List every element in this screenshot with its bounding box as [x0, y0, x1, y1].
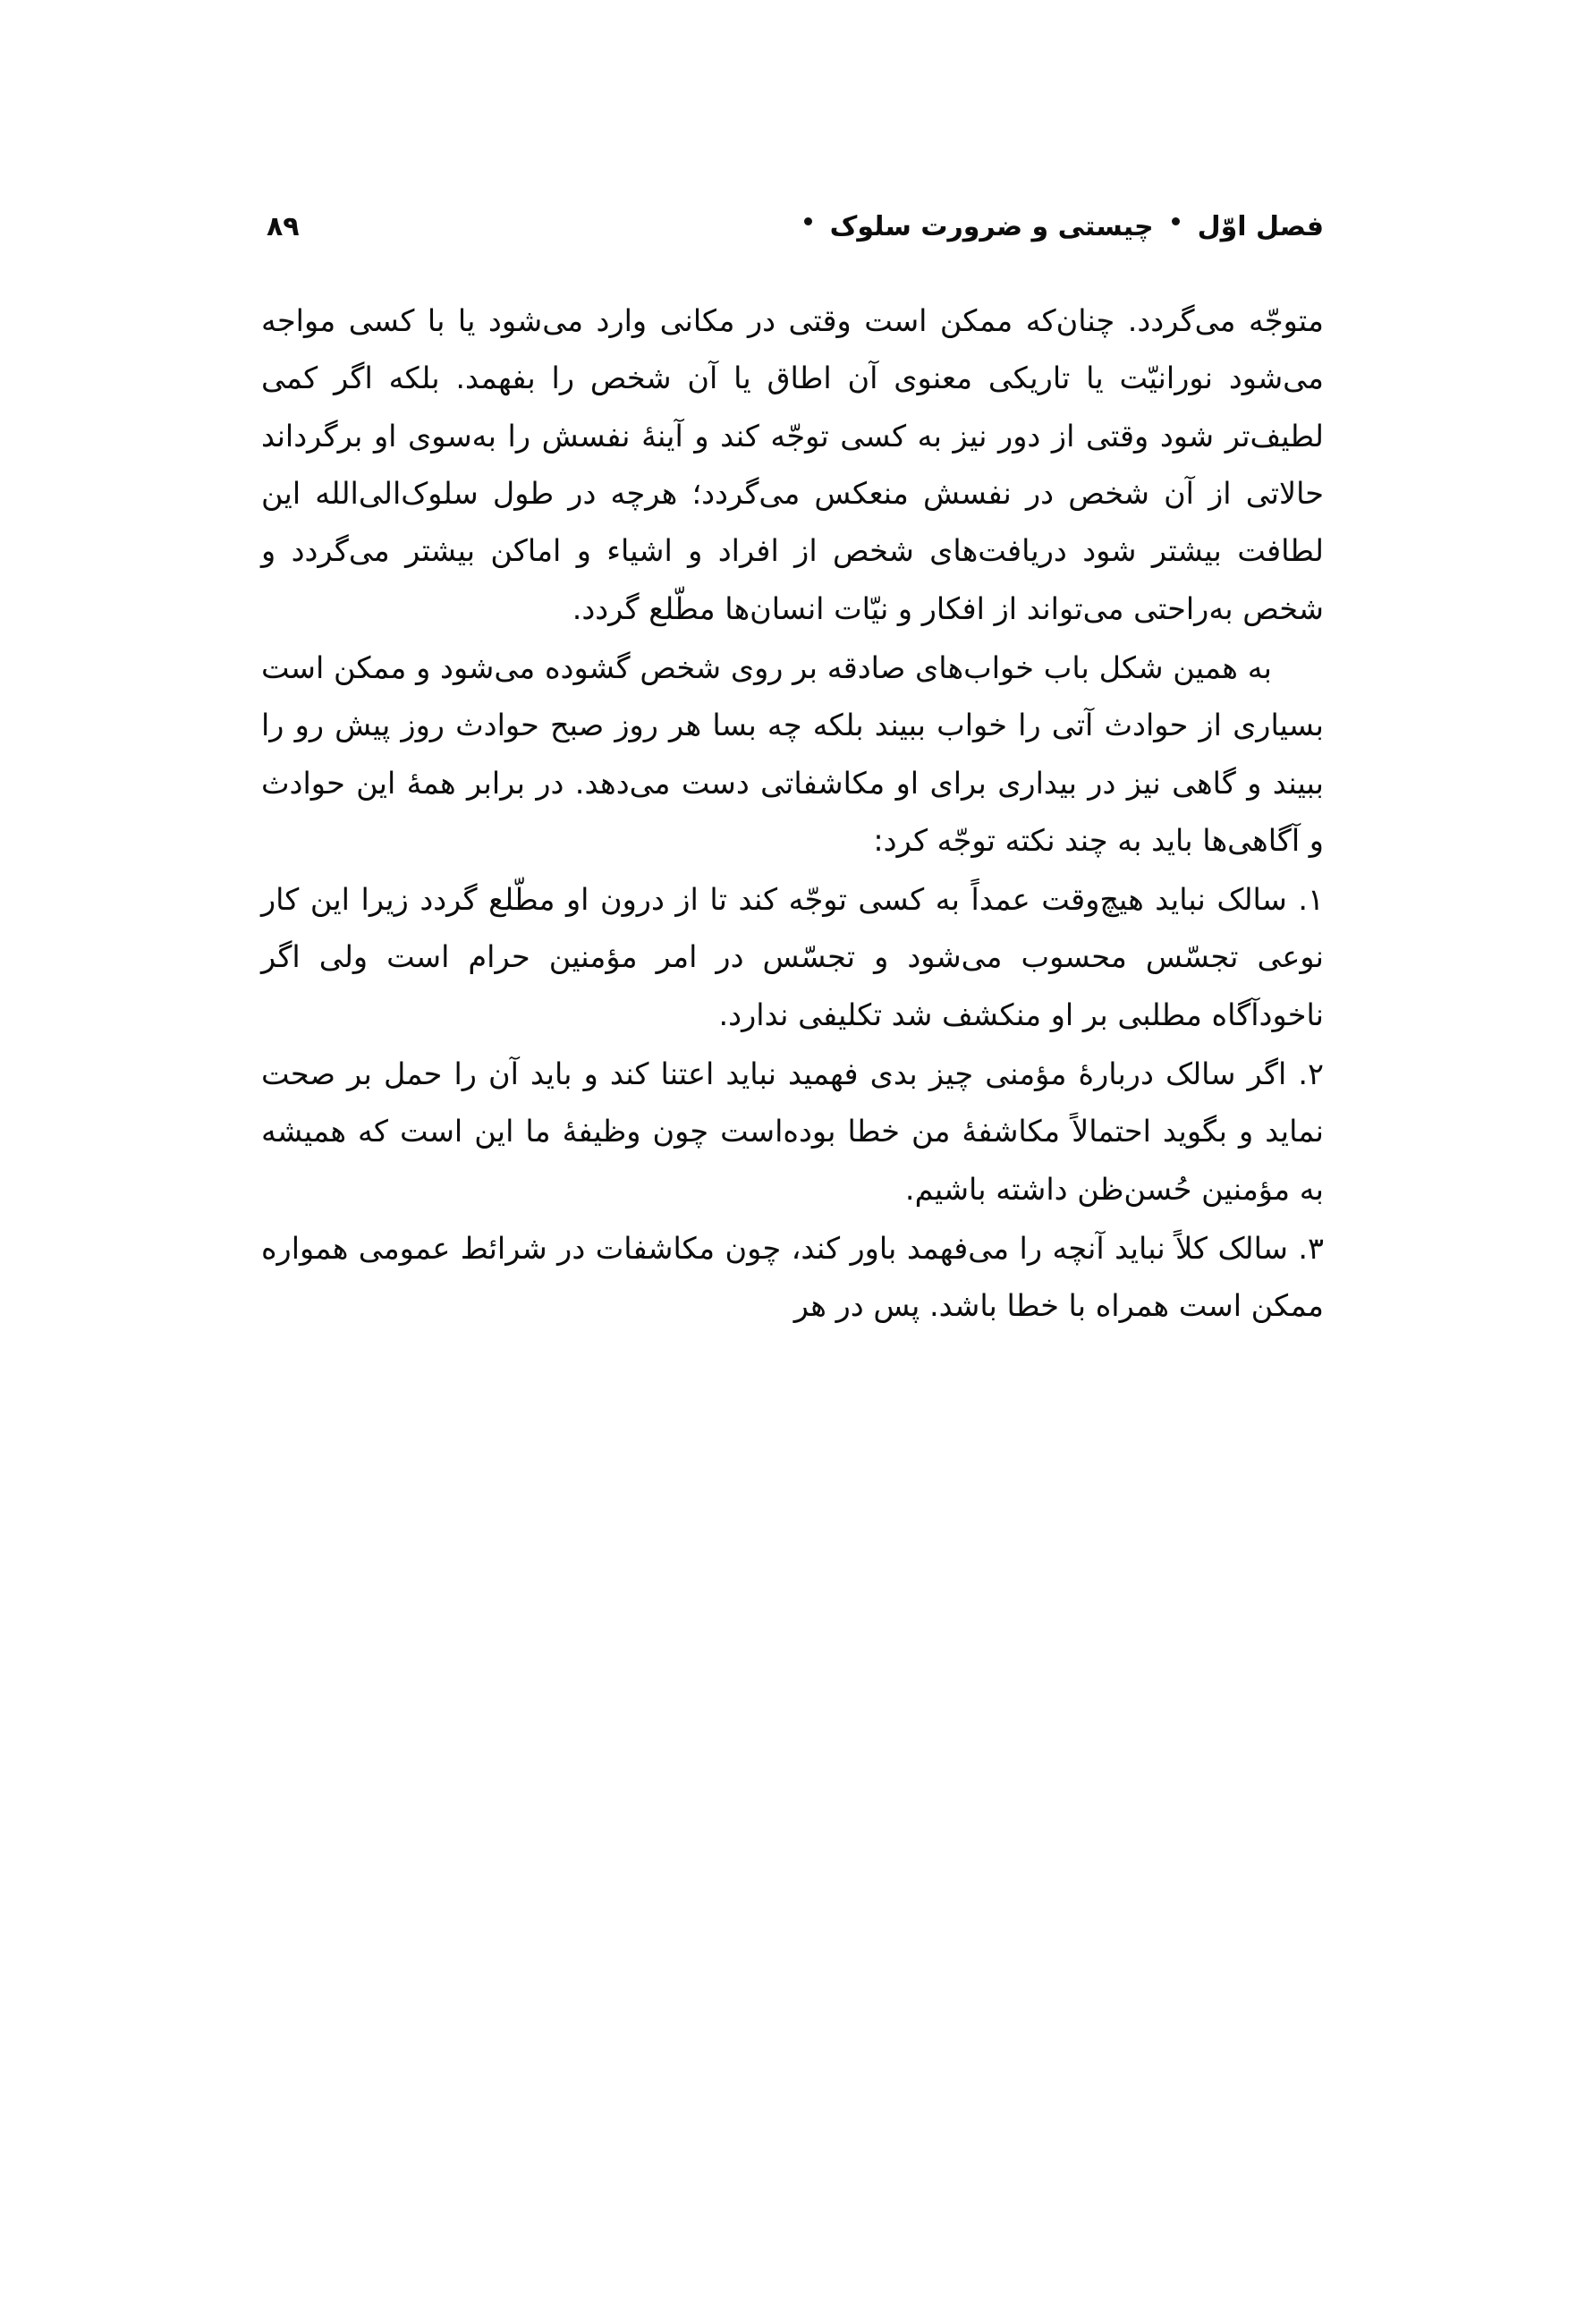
bullet-dot-icon	[1172, 217, 1180, 225]
chapter-title: چیستی و ضرورت سلوک	[829, 211, 1154, 242]
paragraph: متوجّه می‌گردد. چنان‌که ممکن است وقتی در مکانی وارد می‌شود یا با کسی مواجه می‌شود نورانیّت یا تاریکی معنوی آن اطاق یا آن شخص را بفهمد. بلکه اگر کمی لطیف‌تر شود وقتی از دور نیز به کسی توجّه کند و آینهٔ نفسش را به‌سوی او برگرداند حالاتی از آن شخص در نفسش منعکس می‌گردد؛ هرچه در طول سلوک‌الی‌الله این لطافت بیشتر شود دریافت‌های شخص از افراد و اشیاء و اماکن بیشتر می‌گردد و شخص به‌راحتی می‌تواند از افکار و نیّات انسان‌ها مطّلع گردد.	[261, 303, 1324, 626]
paragraph: به همین شکل باب خواب‌های صادقه بر روی شخص گشوده می‌شود و ممکن است بسیاری از حوادث آتی را خواب ببیند بلکه چه بسا هر روز صبح حوادث روز پیش رو را ببیند و گاهی نیز در بیداری برای او مکاشفاتی دست می‌دهد. در برابر همهٔ این حوادث و آگاهی‌ها باید به چند نکته توجّه کرد:	[261, 649, 1324, 858]
body-text	[261, 293, 1324, 1336]
paragraph: ۳. سالک کلاً نباید آنچه را می‌فهمد باور کند، چون مکاشفات در شرائط عمومی همواره ممکن است همراه با خطا باشد. پس در هر	[261, 1231, 1324, 1324]
running-head	[799, 211, 1324, 242]
paragraph: ۲. اگر سالک دربارهٔ مؤمنی چیز بدی فهمید نباید اعتنا کند و باید آن را حمل بر صحت نماید و بگوید احتمالاً مکاشفهٔ من خطا بوده‌است چون وظیفهٔ ما این است که همیشه به مؤمنین حُسن‌ظن داشته باشیم.	[261, 1056, 1324, 1207]
bullet-dot-icon	[804, 217, 812, 225]
page-number: ۸۹	[267, 211, 300, 242]
chapter-label: فصل اوّل	[1197, 211, 1324, 242]
page-header	[261, 211, 1324, 242]
paragraph: ۱. سالک نباید هیچ‌وقت عمداً به کسی توجّه کند تا از درون او مطّلع گردد زیرا این کار نوعی تجسّس محسوب می‌شود و تجسّس در امر مؤمنین حرام است ولی اگر ناخودآگاه مطلبی بر او منکشف شد تکلیفی ندارد.	[261, 882, 1324, 1032]
